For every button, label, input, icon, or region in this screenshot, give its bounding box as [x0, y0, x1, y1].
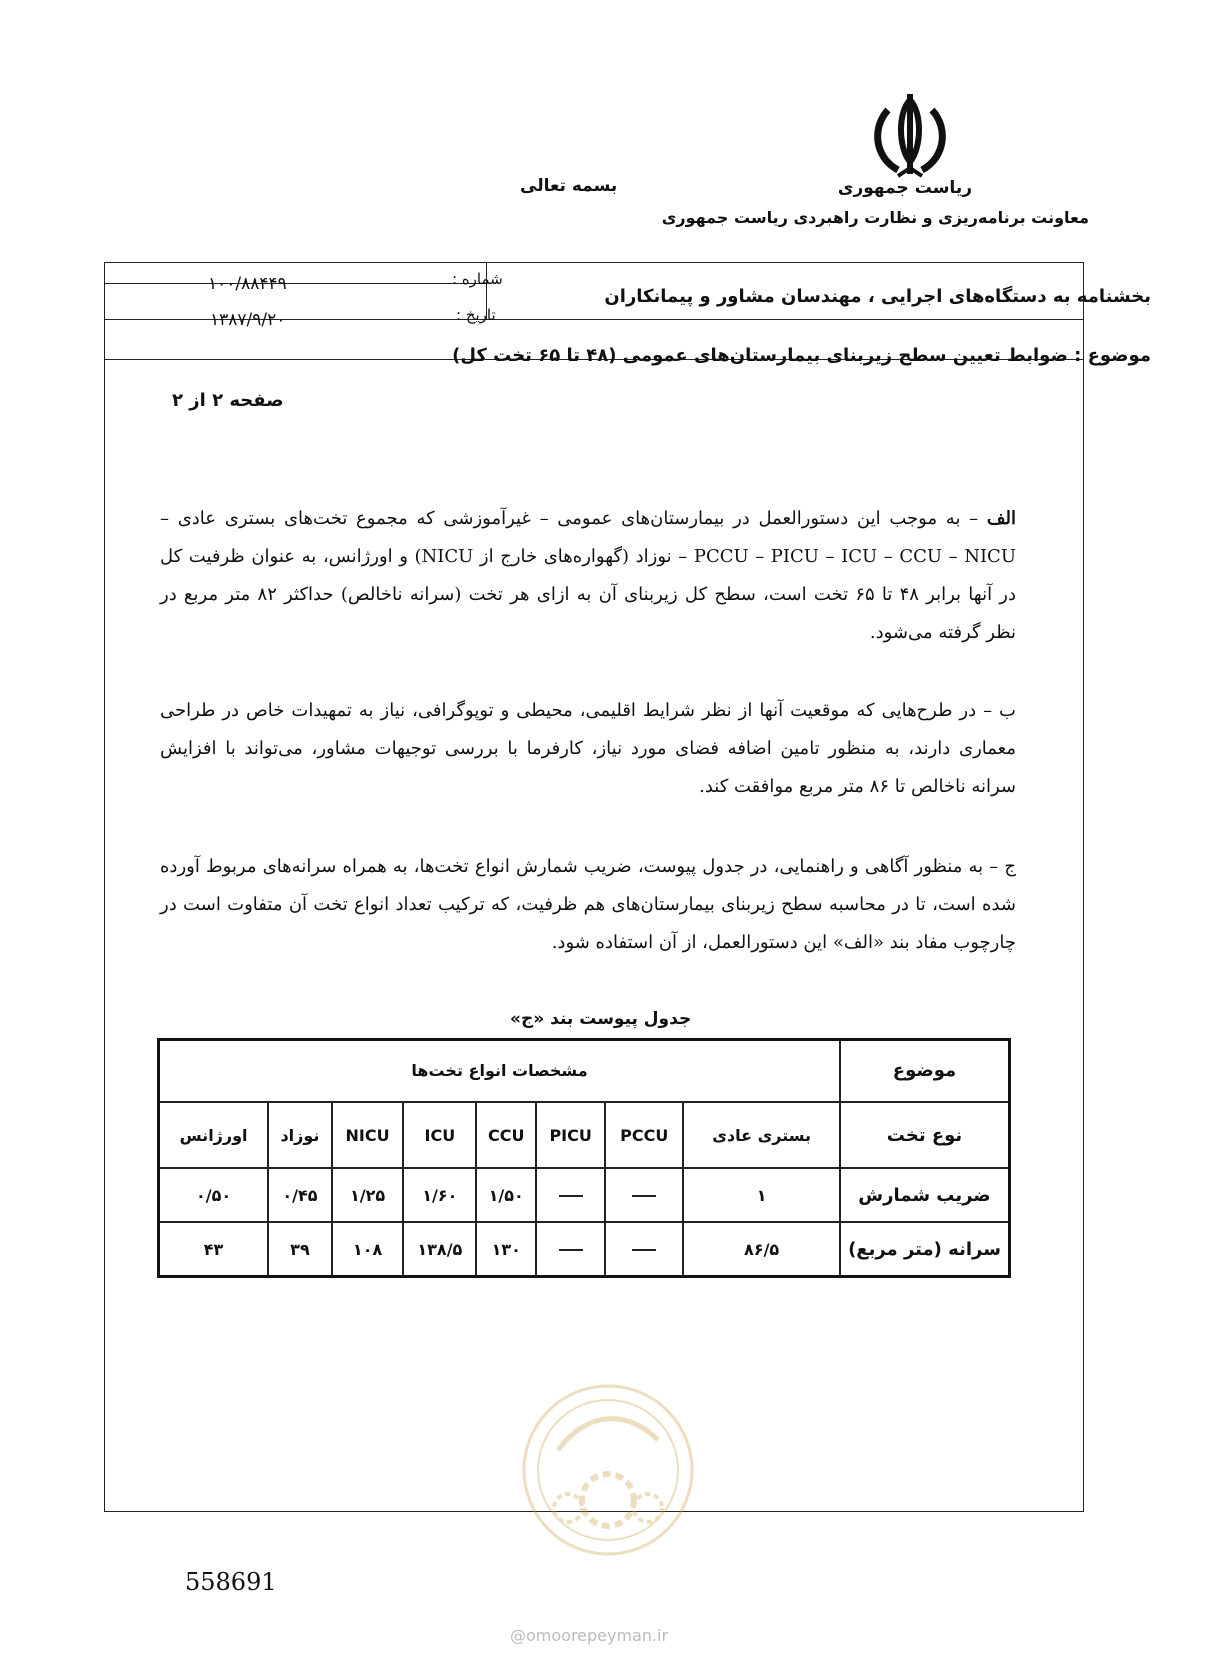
dash-mark [559, 1195, 583, 1197]
table-cell: ۱۰۸ [332, 1222, 404, 1276]
watermark-url: @omoorepeyman.ir [510, 1626, 669, 1645]
bed-type-label: نوع تخت [840, 1102, 1010, 1169]
row-label: ضریب شمارش [840, 1168, 1010, 1222]
table-cell: ۰/۴۵ [268, 1168, 332, 1222]
page-indicator: صفحه ۲ از ۲ [172, 390, 284, 411]
organization-name: ریاست جمهوری [837, 178, 972, 198]
date-value: ۱۳۸۷/۹/۲۰ [210, 310, 286, 330]
table-cell: ۱۳۰ [476, 1222, 536, 1276]
frame-divider [105, 283, 486, 284]
subject: موضوع : ضوابط تعیین سطح زیربنای بیمارستان‌های عمومی (۴۸ تا ۶۵ تخت کل) [452, 345, 1151, 366]
column-header: PICU [536, 1102, 605, 1169]
table-row [159, 1168, 1010, 1222]
date-label: تاریخ : [456, 306, 496, 324]
dash-mark [632, 1195, 656, 1197]
table-cell: ۱/۵۰ [476, 1168, 536, 1222]
paragraph-a-prefix: الف [986, 508, 1016, 529]
table-cell [536, 1168, 605, 1222]
column-header: ICU [403, 1102, 476, 1169]
dash-mark [632, 1249, 656, 1251]
table-cell: ۴۳ [159, 1222, 269, 1276]
table-cell: ۱/۲۵ [332, 1168, 404, 1222]
table-cell: ۱۳۸/۵ [403, 1222, 476, 1276]
subject-header: موضوع [840, 1040, 1010, 1102]
table-cell: ۸۶/۵ [683, 1222, 840, 1276]
paragraph-a [160, 500, 1016, 652]
row-label: سرانه (متر مربع) [840, 1222, 1010, 1276]
table-cell: ۳۹ [268, 1222, 332, 1276]
paragraph-b: ب – در طرح‌هایی که موقعیت آنها از نظر شرایط اقلیمی، محیطی و توپوگرافی، نیاز به تمهیدات خاص در طراحی معماری دارند، به منظور تامین اضافه فضای مورد نیاز، کارفرما با بررسی توجیهات مشاور، می‌تواند با افزایش سرانه ناخالص تا ۸۶ متر مربع موافقت کند. [160, 700, 1016, 797]
table-header-row [159, 1102, 1010, 1169]
document-number: 558691 [185, 1568, 277, 1596]
paragraph-a-text: – به موجب این دستورالعمل در بیمارستان‌های عمومی – غیرآموزشی که مجموع تخت‌های بستری عادی – PCCU – PICU – ICU – CCU – NICU – نوزاد (گهواره‌های خارج از NICU) و اورژانس، به عنوان ظرفیت کل در آنها برابر ۴۸ تا ۶۵ تخت است، سطح کل زیربنای آن به ازای هر تخت (سرانه ناخالص) حداکثر ۸۲ متر مربع در نظر گرفته می‌شود. [160, 508, 1016, 643]
bed-type-table [157, 1038, 1011, 1278]
column-header: بستری عادی [683, 1102, 840, 1169]
dash-mark [559, 1249, 583, 1251]
table-cell: ۱ [683, 1168, 840, 1222]
iran-emblem-icon [868, 92, 952, 182]
paragraph-c: ج – به منظور آگاهی و راهنمایی، در جدول پیوست، ضریب شمارش انواع تخت‌ها، به همراه سرانه‌های مربوط آورده شده است، تا در محاسبه سطح زیربنای بیمارستان‌های هم ظرفیت، که ترکیب تعداد انواع تخت آن متفاوت است در چارچوب مفاد بند «الف» این دستورالعمل، از آن استفاده شود. [160, 856, 1016, 953]
table-row [159, 1222, 1010, 1276]
specs-header: مشخصات انواع تخت‌ها [159, 1040, 841, 1102]
column-header: نوزاد [268, 1102, 332, 1169]
table-cell [536, 1222, 605, 1276]
table-cell: ۱/۶۰ [403, 1168, 476, 1222]
deputy-name: معاونت برنامه‌ریزی و نظارت راهبردی ریاست جمهوری [661, 208, 1089, 227]
table-caption: جدول پیوست بند «ج» [510, 1009, 692, 1029]
table-cell [605, 1168, 683, 1222]
bismillah: بسمه تعالی [520, 176, 618, 196]
number-value: ۱۰۰/۸۸۴۴۹ [208, 274, 287, 294]
recipients: بخشنامه به دستگاه‌های اجرایی ، مهندسان مشاور و پیمانکاران [604, 286, 1151, 307]
table-cell: ۰/۵۰ [159, 1168, 269, 1222]
column-header: NICU [332, 1102, 404, 1169]
column-header: PCCU [605, 1102, 683, 1169]
number-label: شماره : [452, 270, 503, 288]
publisher-seal-icon [518, 1380, 698, 1560]
table-cell [605, 1222, 683, 1276]
column-header: CCU [476, 1102, 536, 1169]
column-header: اورژانس [159, 1102, 269, 1169]
